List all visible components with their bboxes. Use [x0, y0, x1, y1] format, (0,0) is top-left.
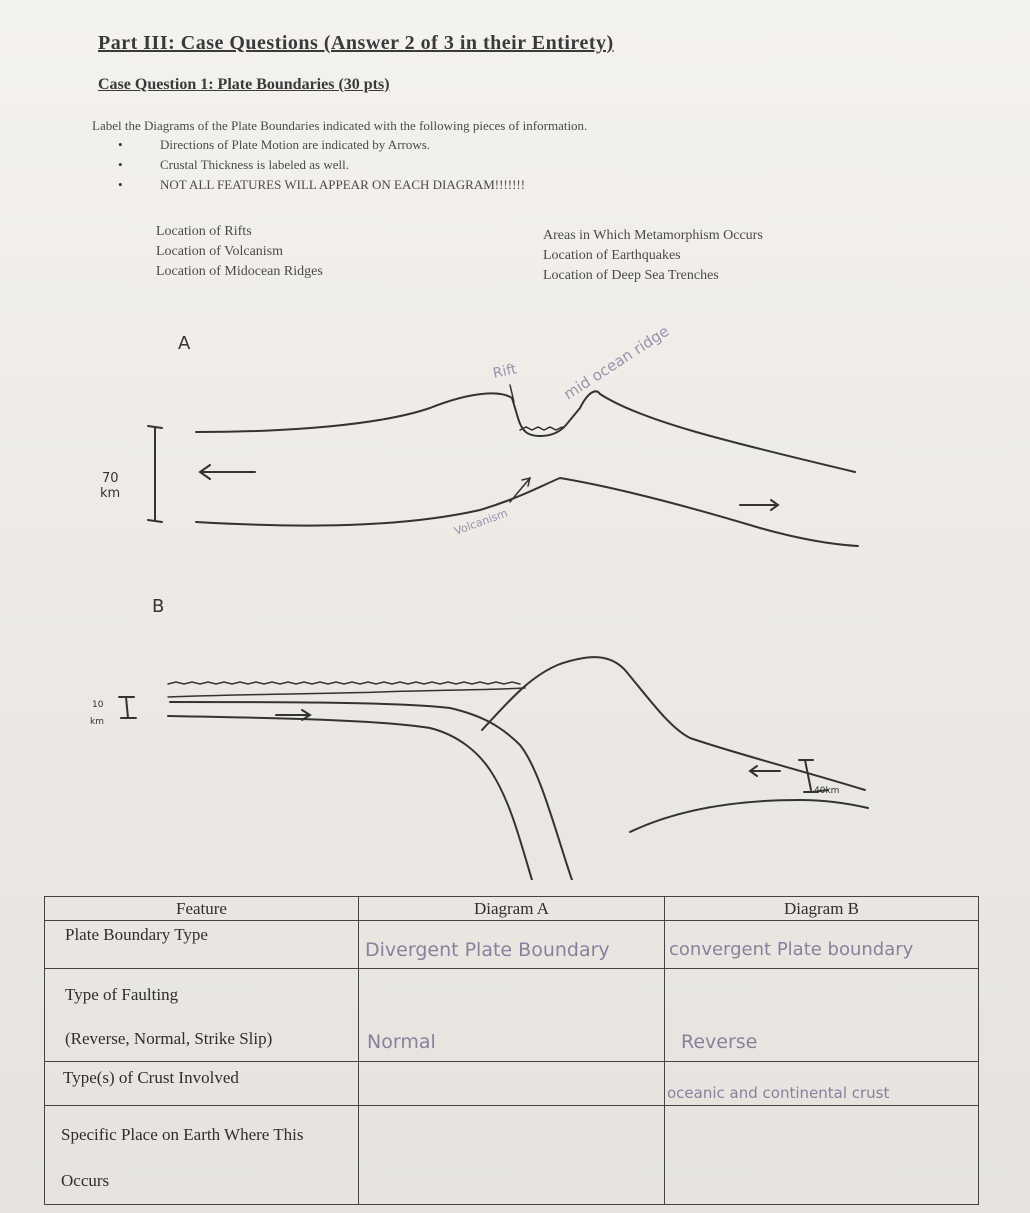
feature-table	[44, 896, 979, 1205]
answer-cell-b[interactable]	[665, 921, 979, 969]
bullet-dot: •	[118, 177, 123, 192]
answer-cell-b[interactable]	[665, 969, 979, 1062]
answer-cell-a[interactable]	[359, 921, 665, 969]
handwritten-answer: convergent Plate boundary	[669, 939, 914, 960]
volcanism-label: Volcanism	[452, 506, 510, 538]
rift-label: Rift	[491, 361, 519, 382]
thickness-a-unit: km	[100, 486, 121, 501]
thickness-a-value: 70	[102, 471, 119, 486]
feature-item: Location of Earthquakes	[543, 248, 681, 263]
case-question-title: Case Question 1: Plate Boundaries (30 pts)	[98, 76, 390, 93]
bullet-item: Directions of Plate Motion are indicated by Arrows.	[160, 137, 431, 152]
thickness-b-left-unit: km	[90, 717, 104, 727]
ridge-label: mid ocean ridge	[560, 321, 673, 404]
handwritten-answer: Divergent Plate Boundary	[365, 939, 610, 961]
handwritten-answer: oceanic and continental crust	[667, 1084, 890, 1102]
thickness-b-right: 40km	[814, 786, 840, 796]
bullet-item: Crustal Thickness is labeled as well.	[160, 157, 349, 172]
feature-item: Location of Deep Sea Trenches	[543, 268, 719, 283]
feature-label: Specific Place on Earth Where This	[61, 1125, 304, 1144]
diagram-b-drawing	[119, 657, 868, 880]
answer-cell-b[interactable]	[665, 1106, 979, 1205]
diagram-a-drawing	[148, 385, 858, 546]
table-row	[45, 969, 979, 1062]
feature-cell: Type(s) of Crust Involved	[45, 1062, 359, 1106]
thickness-b-left-value: 10	[92, 700, 104, 710]
feature-item: Location of Volcanism	[156, 244, 284, 259]
feature-cell: Plate Boundary Type	[45, 921, 359, 969]
diagram-a-label: A	[178, 333, 191, 354]
table-row	[45, 1106, 979, 1205]
bullet-dot: •	[118, 137, 123, 152]
feature-item: Location of Midocean Ridges	[156, 264, 323, 279]
handwritten-answer: Reverse	[681, 1031, 758, 1053]
bullet-dot: •	[118, 157, 123, 172]
header-cell-diagram-a: Diagram A	[359, 897, 665, 921]
answer-cell-b[interactable]	[665, 1062, 979, 1106]
table-header-row	[45, 897, 979, 921]
feature-sublabel: Occurs	[61, 1171, 110, 1190]
table-row	[45, 921, 979, 969]
feature-cell	[45, 1106, 359, 1205]
answer-cell-a[interactable]	[359, 1062, 665, 1106]
handwritten-answer: Normal	[367, 1031, 436, 1053]
instructions: Label the Diagrams of the Plate Boundaries indicated with the following pieces of information.	[92, 118, 588, 133]
feature-cell	[45, 969, 359, 1062]
bullet-item: NOT ALL FEATURES WILL APPEAR ON EACH DIAGRAM!!!!!!!	[160, 177, 526, 192]
part-title: Part III: Case Questions (Answer 2 of 3 in their Entirety)	[98, 32, 614, 54]
table-row	[45, 1062, 979, 1106]
diagram-b-label: B	[152, 596, 165, 617]
answer-cell-a[interactable]	[359, 969, 665, 1062]
header-cell-diagram-b: Diagram B	[665, 897, 979, 921]
feature-item: Areas in Which Metamorphism Occurs	[543, 228, 763, 243]
feature-label: Type of Faulting	[65, 985, 179, 1004]
feature-item: Location of Rifts	[156, 224, 252, 239]
header-cell-feature: Feature	[45, 897, 359, 921]
answer-cell-a[interactable]	[359, 1106, 665, 1205]
feature-sublabel: (Reverse, Normal, Strike Slip)	[65, 1029, 273, 1048]
